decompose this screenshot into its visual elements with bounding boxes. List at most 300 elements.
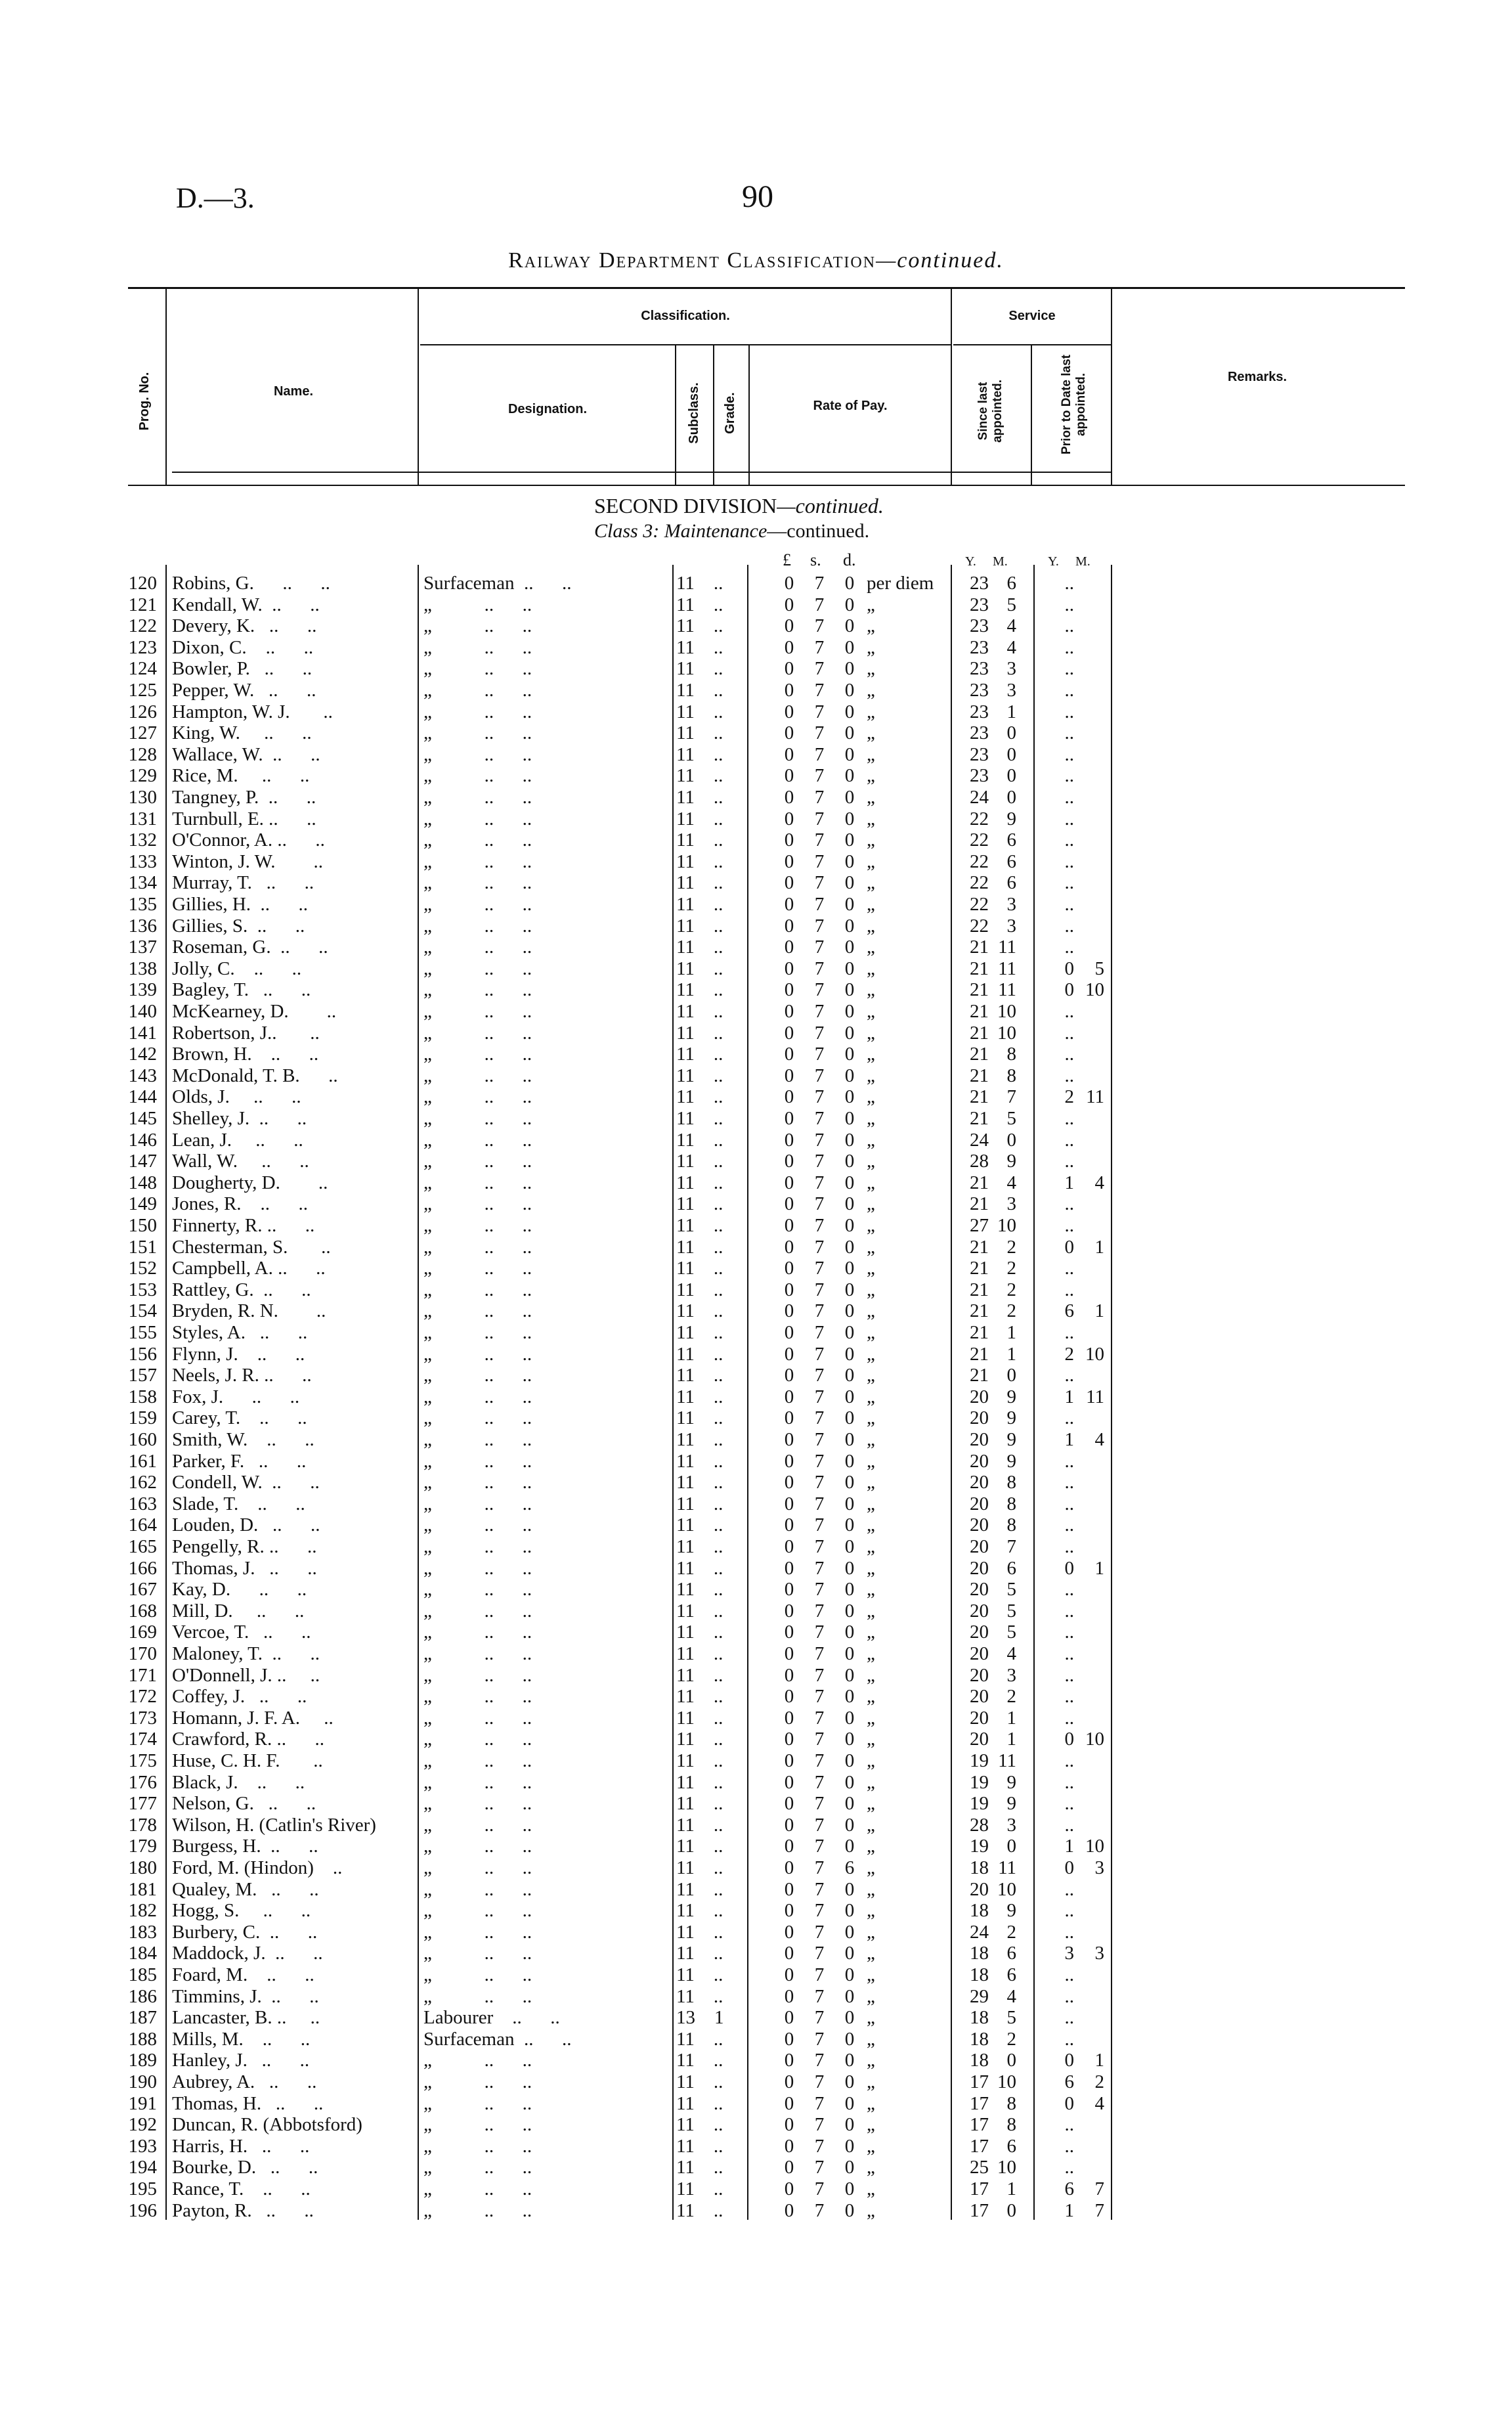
- header-prog-no: Prog. No.: [137, 372, 152, 431]
- table-row: [0, 1772, 1512, 1793]
- since-years: 20: [970, 1407, 989, 1429]
- table-row: [0, 894, 1512, 915]
- prior-years: 0: [1064, 1236, 1074, 1258]
- pay-pounds: 0: [784, 937, 794, 958]
- subclass-grade: 11 ..: [676, 1536, 724, 1557]
- pay-pence: 0: [844, 1686, 855, 1708]
- pay-pounds: 0: [784, 1386, 794, 1407]
- pay-shillings: 7: [814, 2114, 825, 2136]
- since-months: 3: [1006, 680, 1016, 701]
- pay-pounds: 0: [784, 1964, 794, 1985]
- designation: „ .. ..: [423, 1707, 532, 1729]
- pay-period: „: [867, 658, 875, 680]
- since-months: 8: [1006, 1493, 1016, 1514]
- header-divider: [675, 345, 676, 485]
- staff-name: Payton, R. .. ..: [172, 2199, 314, 2221]
- prior-years: 0: [1064, 979, 1074, 1001]
- prior-years: ..: [1064, 1258, 1074, 1279]
- subclass-grade: 11 ..: [676, 615, 724, 637]
- pay-period: „: [867, 1279, 875, 1300]
- staff-name: Bryden, R. N. ..: [172, 1300, 326, 1322]
- prior-months: 7: [1094, 2199, 1104, 2221]
- designation: „ .. ..: [423, 2157, 532, 2178]
- staff-name: Chesterman, S. ..: [172, 1236, 331, 1258]
- subclass-grade: 11 ..: [676, 636, 724, 658]
- since-months: 0: [1006, 787, 1016, 808]
- table-row: [0, 958, 1512, 979]
- since-years: 19: [970, 1771, 989, 1793]
- pay-pounds: 0: [784, 1108, 794, 1129]
- designation: „ .. ..: [423, 1086, 532, 1108]
- designation: „ .. ..: [423, 1429, 532, 1450]
- since-years: 21: [970, 1343, 989, 1365]
- pay-pounds: 0: [784, 1172, 794, 1193]
- table-row: [0, 829, 1512, 850]
- since-months: 6: [1006, 2135, 1016, 2157]
- pay-period: „: [867, 1943, 875, 1964]
- pay-shillings: 7: [814, 1900, 825, 1922]
- subclass-grade: 11 ..: [676, 1300, 724, 1322]
- since-years: 20: [970, 1622, 989, 1643]
- pay-pounds: 0: [784, 658, 794, 680]
- prior-years: ..: [1064, 1215, 1074, 1236]
- since-years: 20: [970, 1686, 989, 1708]
- since-years: 20: [970, 1729, 989, 1750]
- staff-name: O'Connor, A. .. ..: [172, 829, 325, 851]
- pay-shillings: 7: [814, 1407, 825, 1429]
- since-years: 18: [970, 2028, 989, 2050]
- prog-no: 158: [128, 1386, 157, 1407]
- table-row: [0, 615, 1512, 636]
- pay-pounds: 0: [784, 1878, 794, 1900]
- pay-period: „: [867, 1407, 875, 1429]
- pay-shillings: 7: [814, 2050, 825, 2071]
- pay-shillings: 7: [814, 979, 825, 1001]
- pay-pounds: 0: [784, 594, 794, 615]
- since-years: 23: [970, 615, 989, 637]
- pay-period: „: [867, 1086, 875, 1108]
- since-months: 8: [1006, 1065, 1016, 1086]
- table-row: [0, 2029, 1512, 2050]
- pay-period: „: [867, 636, 875, 658]
- table-row: [0, 2114, 1512, 2135]
- since-years: 21: [970, 1086, 989, 1108]
- pay-shillings: 7: [814, 1493, 825, 1514]
- pay-pence: 0: [844, 1065, 855, 1086]
- pay-period: „: [867, 1493, 875, 1514]
- subclass-grade: 11 ..: [676, 979, 724, 1001]
- pay-period: „: [867, 1472, 875, 1493]
- pay-pounds: 0: [784, 829, 794, 851]
- since-years: 18: [970, 1857, 989, 1878]
- since-months: 9: [1006, 1429, 1016, 1450]
- pay-shillings: 7: [814, 1343, 825, 1365]
- pay-pence: 0: [844, 1771, 855, 1793]
- since-months: 8: [1006, 1044, 1016, 1065]
- pay-period: „: [867, 1707, 875, 1729]
- prog-no: 147: [128, 1151, 157, 1172]
- page-number: 90: [742, 179, 773, 214]
- subclass-grade: 11 ..: [676, 1129, 724, 1151]
- staff-name: Tangney, P. .. ..: [172, 787, 316, 808]
- prior-years: ..: [1064, 1600, 1074, 1622]
- prior-years: ..: [1064, 1793, 1074, 1815]
- since-years: 21: [970, 1108, 989, 1129]
- pay-shillings: 7: [814, 1514, 825, 1536]
- since-months: 11: [998, 958, 1016, 979]
- pay-shillings: 7: [814, 1001, 825, 1022]
- designation: „ .. ..: [423, 2050, 532, 2071]
- table-row: [0, 1600, 1512, 1622]
- class-name: Maintenance: [664, 520, 767, 542]
- pay-shillings: 7: [814, 2157, 825, 2178]
- subclass-grade: 11 ..: [676, 1686, 724, 1708]
- pay-period: „: [867, 958, 875, 979]
- since-years: 20: [970, 1536, 989, 1557]
- staff-name: Gillies, S. .. ..: [172, 915, 305, 937]
- designation: „ .. ..: [423, 743, 532, 765]
- pay-pence: 0: [844, 894, 855, 915]
- pay-shillings: 7: [814, 894, 825, 915]
- since-months: 0: [1006, 1365, 1016, 1386]
- since-months: 10: [997, 1022, 1016, 1044]
- pay-shillings: 7: [814, 1750, 825, 1771]
- prior-years: ..: [1064, 1493, 1074, 1514]
- prior-years: ..: [1064, 2007, 1074, 2029]
- prog-no: 140: [128, 1001, 157, 1022]
- subclass-grade: 11 ..: [676, 1151, 724, 1172]
- designation: „ .. ..: [423, 1172, 532, 1193]
- table-row: [0, 1514, 1512, 1535]
- pay-pence: 0: [844, 1001, 855, 1022]
- staff-name: Neels, J. R. .. ..: [172, 1365, 312, 1386]
- staff-name: Mill, D. .. ..: [172, 1600, 305, 1622]
- table-row: [0, 1964, 1512, 1985]
- prior-months: 3: [1094, 1857, 1104, 1878]
- subclass-grade: 11 ..: [676, 787, 724, 808]
- prog-no: 154: [128, 1300, 157, 1322]
- since-months: 0: [1006, 722, 1016, 744]
- prog-no: 144: [128, 1086, 157, 1108]
- pay-period: „: [867, 722, 875, 744]
- pay-pence: 0: [844, 1300, 855, 1322]
- since-years: 22: [970, 829, 989, 851]
- pay-pounds: 0: [784, 979, 794, 1001]
- pay-pence: 0: [844, 1429, 855, 1450]
- pay-period: „: [867, 1964, 875, 1985]
- table-row: [0, 1579, 1512, 1600]
- header-divider: [165, 289, 167, 485]
- subclass-grade: 11 ..: [676, 1386, 724, 1407]
- pay-shillings: 7: [814, 1065, 825, 1086]
- prior-years: 1: [1064, 2199, 1074, 2221]
- pay-period: „: [867, 808, 875, 829]
- since-years: 20: [970, 1643, 989, 1664]
- subclass-grade: 11 ..: [676, 1086, 724, 1108]
- pay-pence: 0: [844, 1921, 855, 1943]
- pay-period: „: [867, 1729, 875, 1750]
- prior-years: ..: [1064, 636, 1074, 658]
- pay-period: „: [867, 2199, 875, 2221]
- pay-shillings: 7: [814, 1236, 825, 1258]
- pay-shillings: 7: [814, 915, 825, 937]
- prog-no: 137: [128, 937, 157, 958]
- pay-period: „: [867, 1664, 875, 1686]
- pay-pence: 0: [844, 765, 855, 787]
- designation: „ .. ..: [423, 636, 532, 658]
- subclass-grade: 11 ..: [676, 1215, 724, 1236]
- pay-pounds: 0: [784, 743, 794, 765]
- subclass-grade: 11 ..: [676, 1172, 724, 1193]
- table-row: [0, 701, 1512, 722]
- prior-years: ..: [1064, 1771, 1074, 1793]
- table-row: [0, 1044, 1512, 1065]
- designation: „ .. ..: [423, 701, 532, 722]
- prog-no: 145: [128, 1108, 157, 1129]
- pay-pence: 0: [844, 829, 855, 851]
- since-months: 1: [1006, 1707, 1016, 1729]
- subclass-grade: 11 ..: [676, 680, 724, 701]
- prior-months: 5: [1094, 958, 1104, 979]
- table-row: [0, 1130, 1512, 1151]
- since-years: 20: [970, 1450, 989, 1472]
- staff-name: Kendall, W. .. ..: [172, 594, 320, 615]
- since-months: 9: [1006, 1386, 1016, 1407]
- table-row: [0, 1108, 1512, 1129]
- table-row: [0, 787, 1512, 808]
- table-row: [0, 1193, 1512, 1214]
- subclass-grade: 11 ..: [676, 1750, 724, 1771]
- prior-years: ..: [1064, 915, 1074, 937]
- since-months: 4: [1006, 1985, 1016, 2007]
- since-years: 20: [970, 1514, 989, 1536]
- since-years: 18: [970, 1900, 989, 1922]
- pay-period: „: [867, 594, 875, 615]
- division-heading: [594, 494, 884, 518]
- designation: „ .. ..: [423, 1514, 532, 1536]
- designation: „ .. ..: [423, 1836, 532, 1857]
- designation: „ .. ..: [423, 872, 532, 894]
- prior-years: ..: [1064, 1536, 1074, 1557]
- prog-no: 155: [128, 1322, 157, 1343]
- prog-no: 175: [128, 1750, 157, 1771]
- page-reference: D.—3.: [176, 182, 255, 214]
- prog-no: 124: [128, 658, 157, 680]
- pay-period: „: [867, 1579, 875, 1600]
- prior-years: ..: [1064, 787, 1074, 808]
- pay-pounds: 0: [784, 787, 794, 808]
- pay-shillings: 7: [814, 1044, 825, 1065]
- pay-shillings: 7: [814, 872, 825, 894]
- staff-name: Roseman, G. .. ..: [172, 937, 328, 958]
- pay-shillings: 7: [814, 1429, 825, 1450]
- pay-pounds: 0: [784, 2007, 794, 2029]
- subclass-grade: 11 ..: [676, 872, 724, 894]
- table-row: [0, 937, 1512, 958]
- header-divider: [1031, 345, 1032, 485]
- designation: „ .. ..: [423, 1579, 532, 1600]
- pay-pence: 0: [844, 1985, 855, 2007]
- pay-pounds: 0: [784, 1044, 794, 1065]
- class-continued: —continued.: [767, 520, 870, 542]
- since-years: 22: [970, 850, 989, 872]
- pay-period: „: [867, 1193, 875, 1215]
- table-row: [0, 1386, 1512, 1407]
- table-row: [0, 1344, 1512, 1365]
- since-months: 6: [1006, 850, 1016, 872]
- table-row: [0, 2178, 1512, 2199]
- pay-pounds: 0: [784, 1215, 794, 1236]
- pay-period: „: [867, 787, 875, 808]
- prior-years: 2: [1064, 1343, 1074, 1365]
- pay-pence: 0: [844, 1172, 855, 1193]
- since-years: 25: [970, 2157, 989, 2178]
- staff-name: Thomas, J. .. ..: [172, 1557, 317, 1579]
- prior-months: 10: [1085, 1836, 1104, 1857]
- since-months: 2: [1006, 1236, 1016, 1258]
- pay-period: „: [867, 1450, 875, 1472]
- designation: „ .. ..: [423, 1129, 532, 1151]
- staff-name: Shelley, J. .. ..: [172, 1108, 307, 1129]
- prog-no: 126: [128, 701, 157, 722]
- subclass-grade: 11 ..: [676, 1793, 724, 1815]
- prior-years: 1: [1064, 1836, 1074, 1857]
- staff-name: Carey, T. .. ..: [172, 1407, 307, 1429]
- header-service: Service: [1008, 309, 1056, 323]
- prog-no: 177: [128, 1793, 157, 1815]
- pay-pence: 0: [844, 1086, 855, 1108]
- staff-name: Wilson, H. (Catlin's River): [172, 1814, 376, 1836]
- pay-period: „: [867, 1258, 875, 1279]
- since-years: 24: [970, 1921, 989, 1943]
- pay-shillings: 7: [814, 808, 825, 829]
- table-row: [0, 916, 1512, 937]
- staff-name: Dougherty, D. ..: [172, 1172, 328, 1193]
- since-months: 3: [1006, 915, 1016, 937]
- since-years: 19: [970, 1750, 989, 1771]
- pay-pence: 0: [844, 573, 855, 594]
- since-years: 21: [970, 1022, 989, 1044]
- unit-prior-years: Y.: [1048, 554, 1059, 569]
- subclass-grade: 11 ..: [676, 808, 724, 829]
- since-years: 21: [970, 1236, 989, 1258]
- pay-pounds: 0: [784, 1921, 794, 1943]
- unit-pence: d.: [843, 550, 856, 569]
- prior-months: 10: [1085, 979, 1104, 1001]
- designation: „ .. ..: [423, 1536, 532, 1557]
- designation: „ .. ..: [423, 1814, 532, 1836]
- pay-pence: 0: [844, 808, 855, 829]
- pay-period: „: [867, 1429, 875, 1450]
- since-years: 20: [970, 1429, 989, 1450]
- prior-years: 0: [1064, 2092, 1074, 2114]
- since-years: 21: [970, 1065, 989, 1086]
- pay-period: „: [867, 937, 875, 958]
- pay-pounds: 0: [784, 2114, 794, 2136]
- pay-shillings: 7: [814, 1793, 825, 1815]
- prior-years: ..: [1064, 2157, 1074, 2178]
- pay-pence: 0: [844, 1643, 855, 1664]
- designation: „ .. ..: [423, 1857, 532, 1878]
- pay-pence: 0: [844, 1900, 855, 1922]
- since-years: 17: [970, 2071, 989, 2092]
- pay-shillings: 7: [814, 1450, 825, 1472]
- table-row: [0, 765, 1512, 786]
- designation: „ .. ..: [423, 2092, 532, 2114]
- prior-years: ..: [1064, 1365, 1074, 1386]
- pay-period: „: [867, 743, 875, 765]
- pay-shillings: 7: [814, 1707, 825, 1729]
- since-years: 20: [970, 1878, 989, 1900]
- since-years: 17: [970, 2135, 989, 2157]
- prior-years: 6: [1064, 2178, 1074, 2199]
- staff-name: McDonald, T. B. ..: [172, 1065, 338, 1086]
- pay-shillings: 7: [814, 1943, 825, 1964]
- table-row: [0, 808, 1512, 829]
- designation: „ .. ..: [423, 1193, 532, 1215]
- pay-pence: 0: [844, 850, 855, 872]
- pay-shillings: 7: [814, 1579, 825, 1600]
- since-years: 21: [970, 1279, 989, 1300]
- prog-no: 188: [128, 2028, 157, 2050]
- staff-name: Rattley, G. .. ..: [172, 1279, 311, 1300]
- since-months: 5: [1006, 594, 1016, 615]
- prior-years: ..: [1064, 1814, 1074, 1836]
- prog-no: 172: [128, 1686, 157, 1708]
- prog-no: 189: [128, 2050, 157, 2071]
- since-months: 6: [1006, 872, 1016, 894]
- pay-period: „: [867, 1065, 875, 1086]
- pay-period: „: [867, 1857, 875, 1878]
- staff-name: Maddock, J. .. ..: [172, 1943, 323, 1964]
- prog-no: 159: [128, 1407, 157, 1429]
- since-years: 20: [970, 1579, 989, 1600]
- table-row: [0, 1750, 1512, 1771]
- designation: „ .. ..: [423, 937, 532, 958]
- table-row: [0, 2157, 1512, 2178]
- pay-pence: 0: [844, 1215, 855, 1236]
- table-row: [0, 1151, 1512, 1172]
- pay-pounds: 0: [784, 1707, 794, 1729]
- pay-pounds: 0: [784, 2050, 794, 2071]
- designation: „ .. ..: [423, 1964, 532, 1985]
- prior-years: 2: [1064, 1086, 1074, 1108]
- since-months: 5: [1006, 1622, 1016, 1643]
- pay-pounds: 0: [784, 894, 794, 915]
- pay-shillings: 7: [814, 1836, 825, 1857]
- pay-shillings: 7: [814, 1600, 825, 1622]
- since-months: 0: [1006, 2199, 1016, 2221]
- designation: „ .. ..: [423, 1729, 532, 1750]
- pay-period: „: [867, 2092, 875, 2114]
- table-row: [0, 1708, 1512, 1729]
- designation: „ .. ..: [423, 1493, 532, 1514]
- staff-name: Wallace, W. .. ..: [172, 743, 320, 765]
- table-row: [0, 1622, 1512, 1643]
- staff-name: King, W. .. ..: [172, 722, 312, 744]
- pay-pence: 0: [844, 658, 855, 680]
- pay-pence: 0: [844, 1878, 855, 1900]
- designation: „ .. ..: [423, 787, 532, 808]
- pay-pence: 0: [844, 1600, 855, 1622]
- prior-years: ..: [1064, 573, 1074, 594]
- pay-period: „: [867, 1215, 875, 1236]
- table-row: [0, 1258, 1512, 1279]
- staff-name: Wall, W. .. ..: [172, 1151, 309, 1172]
- pay-pounds: 0: [784, 1579, 794, 1600]
- staff-name: Pengelly, R. .. ..: [172, 1536, 317, 1557]
- since-months: 0: [1006, 743, 1016, 765]
